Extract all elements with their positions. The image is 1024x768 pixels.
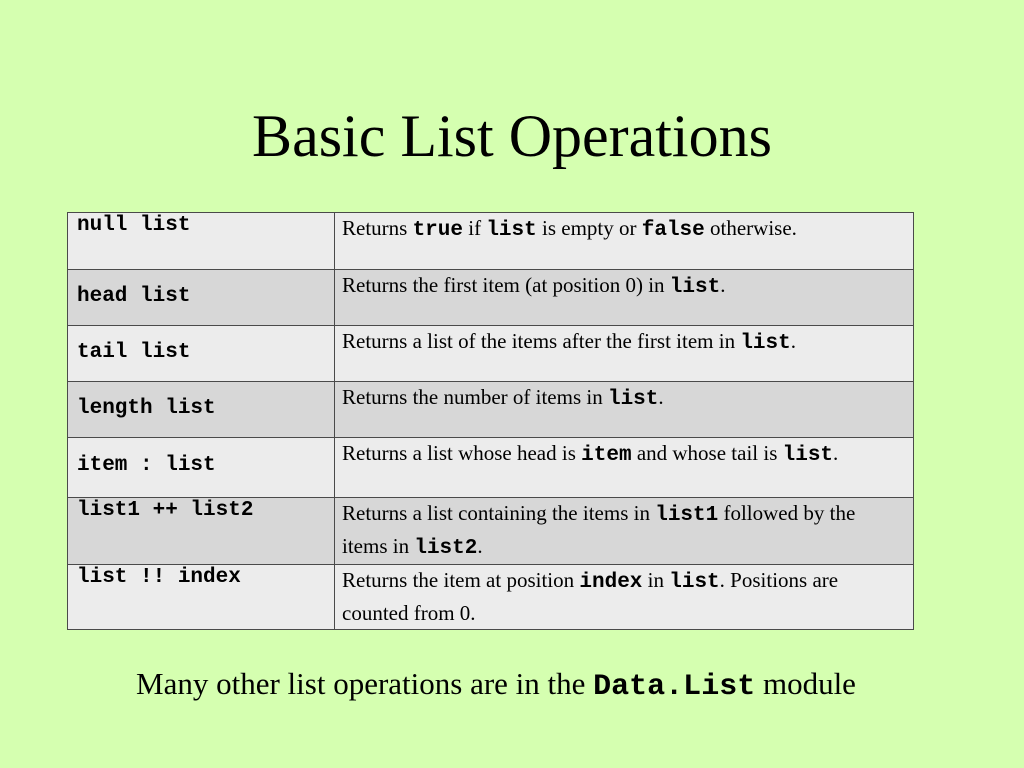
code-term: list: [669, 571, 720, 594]
description-segment: Returns a list whose head is: [342, 441, 582, 465]
description-segment: .: [658, 385, 664, 409]
code-term: true: [412, 219, 463, 242]
operation-text: tail list: [77, 341, 191, 364]
description-cell: [335, 326, 914, 382]
description-segment: Returns a list of the items after the first item in: [342, 329, 741, 353]
operation-cell: [68, 213, 335, 270]
description-segment: in: [642, 568, 670, 592]
operation-text: length list: [77, 397, 216, 420]
code-term: list: [740, 332, 791, 355]
code-term: list: [486, 219, 537, 242]
description-segment: Returns: [342, 216, 413, 240]
description-segment: .: [833, 441, 839, 465]
operation-cell: [68, 498, 335, 565]
description-segment: .: [790, 329, 796, 353]
description-segment: . Positions are counted from 0.: [342, 568, 839, 625]
code-term: index: [579, 571, 643, 594]
operation-text: list !! index: [77, 566, 241, 589]
description-segment: otherwise.: [704, 216, 797, 240]
code-term: list: [782, 444, 834, 467]
description-cell: [335, 565, 914, 630]
operation-cell: [68, 438, 335, 498]
table-row: [68, 326, 914, 382]
description-text: [342, 565, 905, 629]
operation-text: list1 ++ list2: [77, 499, 254, 522]
operation-text: item : list: [77, 454, 216, 477]
table-row: [68, 565, 914, 630]
description-cell: [335, 382, 914, 438]
code-term: list2: [414, 537, 478, 560]
description-text: [342, 498, 905, 564]
description-cell: [335, 270, 914, 326]
operation-text: null list: [77, 214, 191, 237]
table-row: [68, 382, 914, 438]
code-term: list: [669, 276, 721, 299]
description-text: [342, 213, 905, 246]
description-segment: if: [463, 216, 487, 240]
slide-title: Basic List Operations: [252, 103, 772, 169]
table-row: [68, 498, 914, 565]
table-row: [68, 270, 914, 326]
description-cell: [335, 213, 914, 270]
table-row: [68, 213, 914, 270]
description-segment: Returns the first item (at position 0) in: [342, 273, 670, 297]
footer-text: module: [755, 666, 856, 701]
description-segment: Returns a list containing the items in: [342, 501, 656, 525]
table-row: [68, 438, 914, 498]
code-term: false: [641, 219, 705, 242]
description-cell: [335, 438, 914, 498]
description-segment: is empty or: [536, 216, 642, 240]
operations-table: [67, 212, 914, 630]
description-segment: .: [477, 534, 483, 558]
description-segment: Returns the item at position: [342, 568, 580, 592]
footer-note: [0, 662, 992, 709]
operation-text: head list: [77, 285, 191, 308]
operation-cell: [68, 270, 335, 326]
footer-text: Many other list operations are in the: [136, 666, 594, 701]
code-term: list1: [655, 504, 719, 527]
description-segment: and whose tail is: [631, 441, 783, 465]
operation-cell: [68, 382, 335, 438]
description-text: [342, 326, 905, 359]
operation-cell: [68, 326, 335, 382]
description-text: [342, 438, 905, 471]
code-term: item: [581, 444, 632, 467]
code-term: list: [607, 388, 659, 411]
description-text: [342, 382, 905, 415]
description-cell: [335, 498, 914, 565]
operation-cell: [68, 565, 335, 630]
description-segment: followed by the items in: [342, 501, 856, 558]
code-term: Data.List: [593, 670, 756, 704]
description-segment: Returns the number of items in: [342, 385, 608, 409]
description-text: [342, 270, 905, 303]
description-segment: .: [720, 273, 726, 297]
